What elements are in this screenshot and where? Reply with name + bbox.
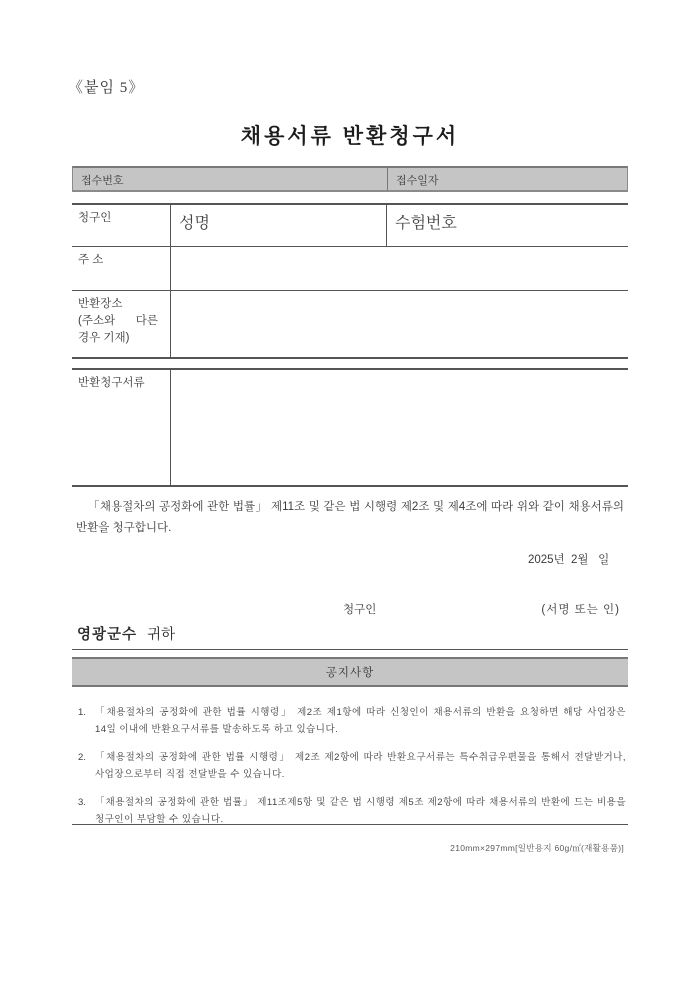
return-place-label	[72, 291, 171, 357]
return-documents-table	[72, 368, 628, 487]
return-place-label-line1: 반환장소	[78, 298, 123, 310]
addressee-name: 영광군수	[77, 627, 138, 643]
claimant-detail-cells	[171, 205, 628, 246]
signature-row	[72, 601, 624, 617]
receipt-date-cell: 접수일자	[396, 175, 439, 187]
return-documents-field	[171, 370, 628, 485]
notice-item	[78, 794, 626, 828]
notice-item	[78, 749, 626, 783]
name-field: 성명	[171, 205, 387, 246]
attachment-label: 《붙임 5》	[68, 80, 145, 96]
applicant-info-table	[72, 203, 628, 359]
notice-item	[78, 704, 626, 738]
notice-item-text: 「채용절차의 공정화에 관한 법률 시행령」 제2조 제1항에 따라 신청인이 채용서류의 반환을 요청하면 해당 사업장은 14일 이내에 반환요구서류를 발송하도록 하고 있습니다.	[95, 707, 626, 735]
date-line: 2025년 2월 일	[527, 554, 622, 566]
exam-number-field: 수험번호	[395, 215, 457, 232]
notice-item-text: 「채용절차의 공정화에 관한 법률」 제11조제5항 및 같은 법 시행령 제5조 제2항에 따라 채용서류의 반환에 드는 비용을 청구인이 부담할 수 있습니다.	[95, 797, 626, 825]
address-field	[171, 247, 628, 290]
receipt-header-strip	[72, 166, 628, 192]
claimant-label: 청구인	[72, 205, 171, 246]
notice-item-text: 「채용절차의 공정화에 관한 법률 시행령」 제2조 제2항에 따라 반환요구서류는 특수취급우편물을 통해서 전달받거나, 사업장으로부터 직접 전달받을 수 있습니다.	[95, 752, 626, 780]
signature-claimant-label: 청구인	[343, 604, 377, 616]
notice-item-number: 3.	[78, 797, 86, 808]
notice-header-bar: 공지사항	[72, 657, 628, 687]
receipt-number-cell: 접수번호	[73, 168, 388, 190]
addressee-honorific: 귀하	[147, 627, 176, 643]
bottom-divider	[72, 824, 628, 825]
paper-spec-footer: 210mm×297mm[일반용지 60g/㎡(재활용품)]	[450, 843, 624, 853]
addressee-line	[72, 623, 628, 650]
notice-list	[78, 704, 626, 839]
signature-seal-label: (서명 또는 인)	[541, 604, 620, 616]
table-row-return-place	[72, 291, 628, 357]
notice-item-number: 1.	[78, 707, 86, 718]
document-title: 채용서류 반환청구서	[240, 125, 460, 148]
return-place-label-line2	[78, 313, 166, 330]
return-place-field	[171, 291, 628, 357]
return-place-label-line3: 경우 기재)	[78, 332, 130, 344]
return-documents-label: 반환청구서류	[72, 370, 171, 485]
address-label: 주 소	[72, 247, 171, 290]
notice-item-number: 2.	[78, 752, 86, 763]
declaration-text: 「채용절차의 공정화에 관한 법률」 제11조 및 같은 법 시행령 제2조 및 제4조에 따라 위와 같이 채용서류의 반환을 청구합니다.	[76, 501, 624, 534]
table-row-claimant	[72, 205, 628, 247]
return-place-label-line2a: (주소와	[78, 315, 116, 327]
return-place-label-line2b: 다른	[135, 315, 158, 327]
table-row-address	[72, 247, 628, 291]
